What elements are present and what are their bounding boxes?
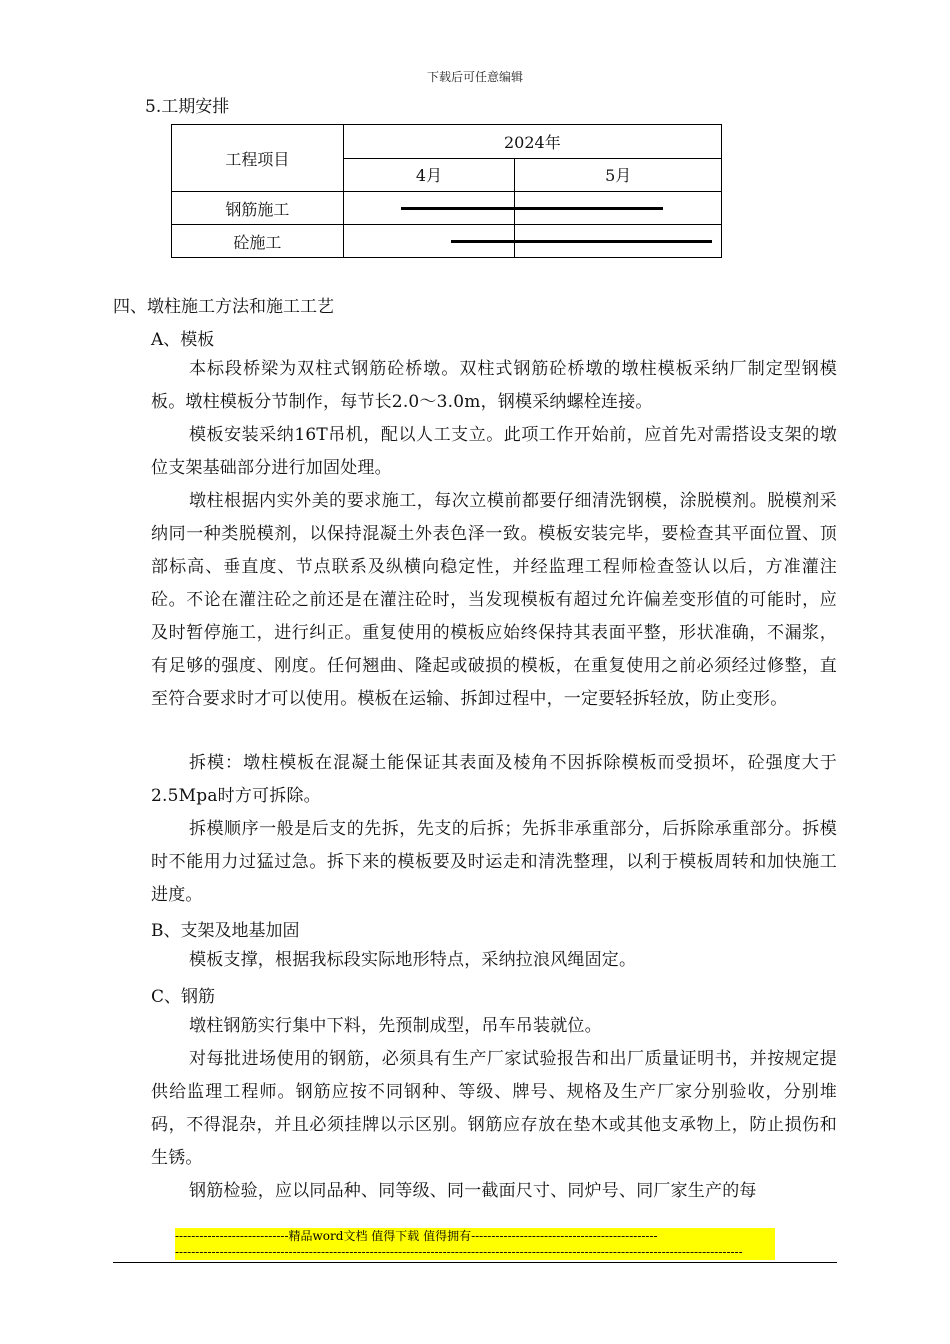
schedule-section-title: 5.工期安排 xyxy=(145,97,230,117)
table-row xyxy=(172,225,722,258)
row-name-cell: 砼施工 xyxy=(172,225,344,258)
table-row xyxy=(172,192,722,225)
paragraph-a5: 拆模顺序一般是后支的先拆，先支的后拆；先拆非承重部分，后拆除承重部分。拆模时不能用力过猛过急。拆下来的模板要及时运走和清洗整理，以利于模板周转和加快施工进度。 xyxy=(151,819,837,905)
month2-header-cell: 5月 xyxy=(515,158,722,192)
item-header-cell: 工程项目 xyxy=(172,125,344,192)
rebar-gantt-bar-month2 xyxy=(515,207,663,210)
paragraph-a2: 模板安装采纳16T吊机，配以人工支立。此项工作开始前，应首先对需搭设支架的墩位支架基础部分进行加固处理。 xyxy=(151,425,837,478)
paragraph-c1: 墩柱钢筋实行集中下料，先预制成型，吊车吊装就位。 xyxy=(189,1016,602,1036)
year-header-cell: 2024年 xyxy=(343,125,721,159)
gantt-cell-month1 xyxy=(343,225,515,258)
subsection-a-title: A、模板 xyxy=(151,330,215,350)
concrete-gantt-bar-month2 xyxy=(515,240,712,243)
paragraph-a3: 墩柱根据内实外美的要求施工，每次立模前都要仔细清洗钢模，涂脱模剂。脱模剂采纳同一种类脱模剂，以保持混凝土外表色泽一致。模板安装完毕，要检查其平面位置、顶部标高、垂直度、节点联系及纵横向稳定性，并经监理工程师检查签认以后，方准灌注砼。不论在灌注砼之前还是在灌注砼时，当发现模板有超过允许偏差变形值的可能时，应及时暂停施工，进行纠正。重复使用的模板应始终保持其表面平整，形状准确，不漏浆，有足够的强度、刚度。任何翘曲、隆起或破损的模板，在重复使用之前必须经过修整，直至符合要求时才可以使用。模板在运输、拆卸过程中，一定要轻拆轻放，防止变形。 xyxy=(151,491,837,709)
footer-banner-line1: ----------------------------精品word文档 值得下载 值得拥有---------------------------------------------- xyxy=(175,1228,775,1244)
header-note: 下载后可任意编辑 xyxy=(426,70,523,84)
paragraph-a4: 拆模：墩柱模板在混凝土能保证其表面及棱角不因拆除模板而受损坏，砼强度大于2.5Mpa时方可拆除。 xyxy=(151,753,837,806)
subsection-b-title: B、支架及地基加固 xyxy=(151,921,300,941)
paragraph-c2: 对每批进场使用的钢筋，必须具有生产厂家试验报告和出厂质量证明书，并按规定提供给监理工程师。钢筋应按不同钢种、等级、牌号、规格及生产厂家分别验收，分别堆码，不得混杂，并且必须挂牌以示区别。钢筋应存放在垫木或其他支承物上，防止损伤和生锈。 xyxy=(151,1049,837,1168)
paragraph-a1: 本标段桥梁为双柱式钢筋砼桥墩。双柱式钢筋砼桥墩的墩柱模板采纳厂制定型钢模板。墩柱模板分节制作，每节长2.0～3.0m，钢模采纳螺栓连接。 xyxy=(151,359,837,412)
concrete-gantt-bar-month1 xyxy=(451,240,515,243)
schedule-table xyxy=(171,124,722,258)
section-4-title: 四、墩柱施工方法和施工工艺 xyxy=(113,297,334,317)
paragraph-c3: 钢筋检验，应以同品种、同等级、同一截面尺寸、同炉号、同厂家生产的每 xyxy=(189,1181,757,1201)
footer-banner-line2: -------------------------------------------------------------------------------------------------------------------------------------------- xyxy=(175,1244,775,1260)
gantt-cell-month1 xyxy=(343,192,515,225)
footer-divider xyxy=(113,1262,837,1263)
subsection-c-title: C、钢筋 xyxy=(151,987,216,1007)
gantt-cell-month2 xyxy=(515,192,722,225)
paragraph-b1: 模板支撑，根据我标段实际地形特点，采纳拉浪风绳固定。 xyxy=(189,950,637,970)
gantt-cell-month2 xyxy=(515,225,722,258)
row-name-cell: 钢筋施工 xyxy=(172,192,344,225)
rebar-gantt-bar-month1 xyxy=(401,207,515,210)
month1-header-cell: 4月 xyxy=(343,158,515,192)
